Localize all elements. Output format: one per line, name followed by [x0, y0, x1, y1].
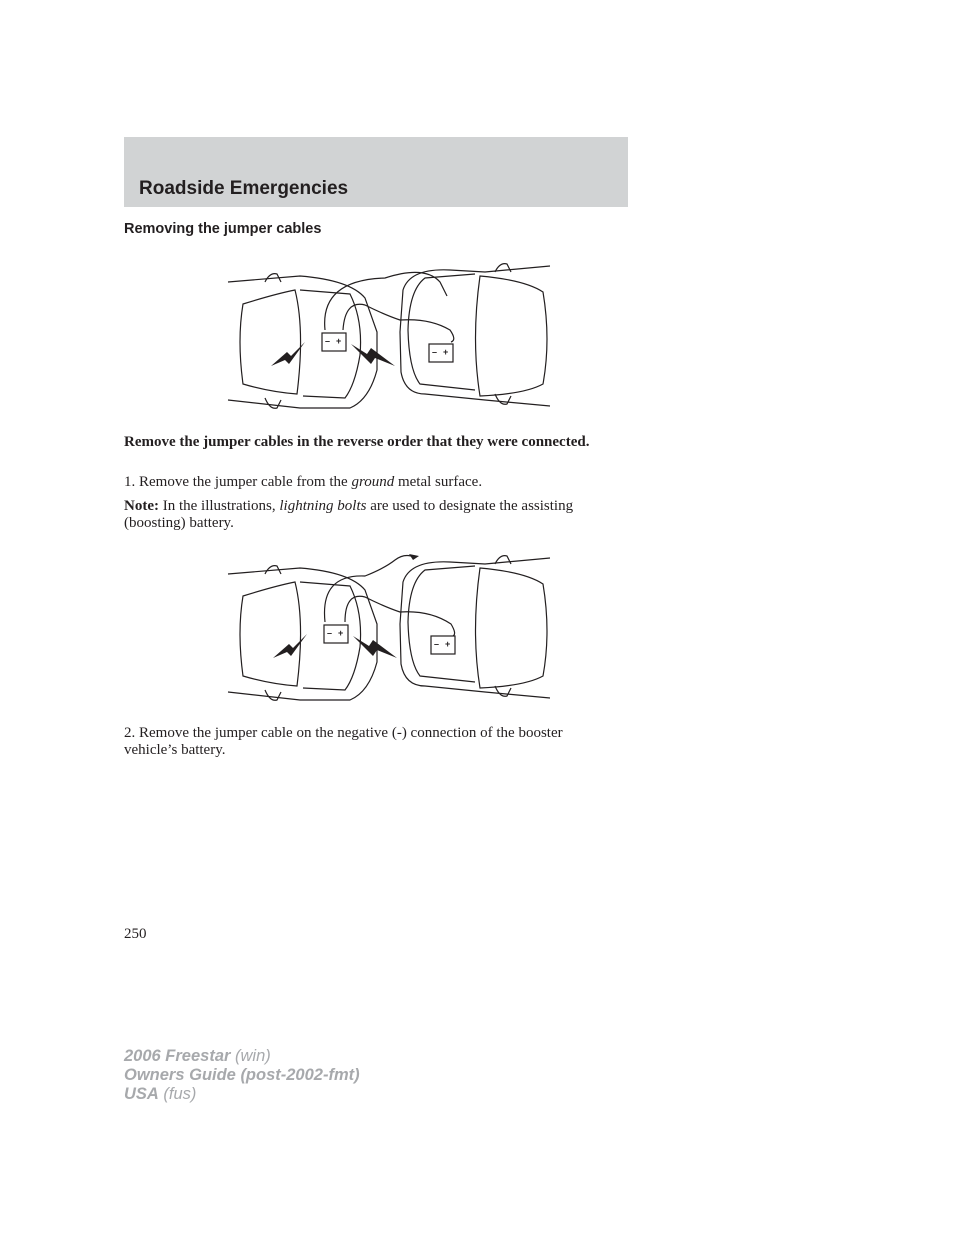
battery-minus-label: – [434, 639, 440, 649]
right-car-hood-line [408, 274, 475, 390]
lightning-bolt-icon [273, 634, 307, 658]
right-car-hood-line [408, 566, 475, 682]
battery-plus-label: + [445, 639, 451, 649]
battery-plus-label: + [338, 628, 344, 638]
reverse-order-instruction: Remove the jumper cables in the reverse order that they were connected. [124, 434, 590, 450]
left-car-windshield [240, 290, 301, 394]
document-footer [124, 1047, 360, 1104]
note-label: Note: [124, 498, 159, 514]
battery-minus-label: – [327, 628, 333, 638]
cable-clamp-icon [409, 554, 419, 560]
page-number: 250 [124, 926, 147, 942]
lightning-bolt-icon [351, 344, 395, 366]
left-car-body [228, 568, 377, 700]
battery-minus-label: – [432, 347, 438, 357]
step-1-instruction: 1. Remove the jumper cable from the ground metal surface. [124, 474, 483, 490]
subsection-title: Removing the jumper cables [124, 221, 322, 237]
jumper-cable-removed-end [325, 556, 412, 623]
left-car-windshield [240, 582, 301, 686]
jumper-cable-illustration-2 [225, 550, 555, 710]
right-car-windshield [476, 568, 548, 688]
battery-plus-label: + [336, 336, 342, 346]
section-header-title: Roadside Emergencies [139, 178, 349, 199]
step-2-instruction: 2. Remove the jumper cable on the negative (-) connection of the booster vehicle’s battery. [124, 725, 563, 758]
section-header-band [124, 137, 628, 207]
footer-line-1: 2006 Freestar (win) [124, 1047, 271, 1065]
note-paragraph: Note: In the illustrations, lightning bolts are used to designate the assisting (boosting) battery. [124, 498, 574, 531]
battery-plus-label: + [443, 347, 449, 357]
right-car-windshield [476, 276, 548, 396]
left-car-body [228, 276, 377, 408]
battery-minus-label: – [325, 336, 331, 346]
jumper-cable-illustration-1 [225, 260, 555, 420]
footer-line-2: Owners Guide (post-2002-fmt) [124, 1066, 360, 1084]
footer-line-3: USA (fus) [124, 1085, 197, 1103]
